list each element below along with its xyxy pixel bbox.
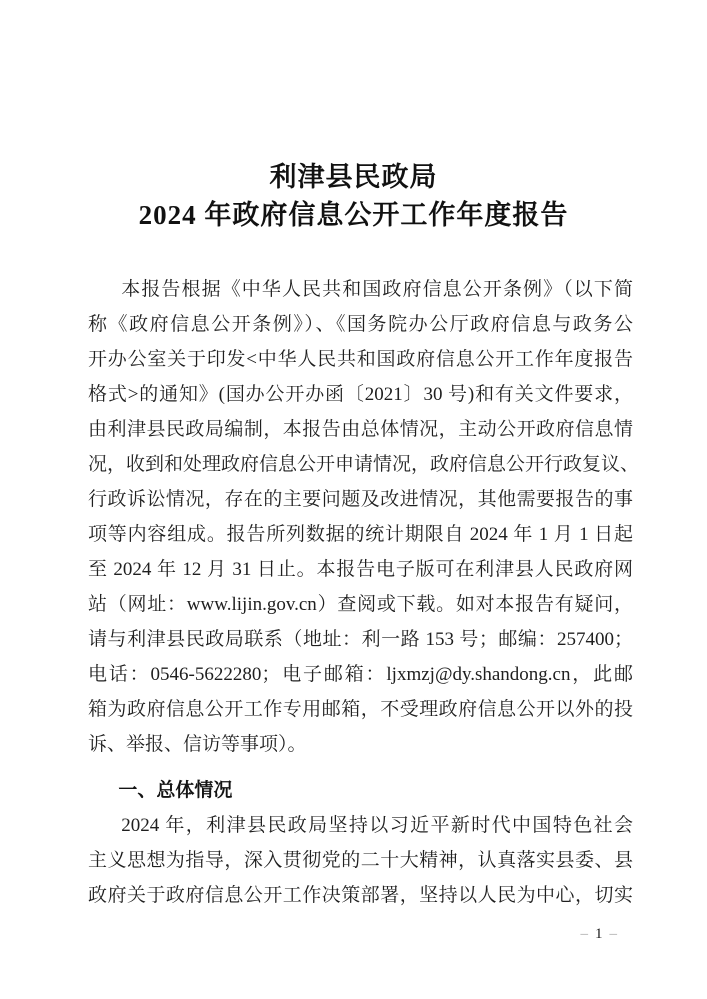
text-line: 行政诉讼情况，存在的主要问题及改进情况，其他需要报告的事 bbox=[88, 489, 633, 510]
text-line: 称《政府信息公开条例》）、《国务院办公厅政府信息与政务公 bbox=[88, 314, 633, 335]
text-line: 由利津县民政局编制，本报告由总体情况，主动公开政府信息情 bbox=[88, 419, 633, 440]
document-title bbox=[0, 158, 707, 234]
text-line: 请与利津县民政局联系（地址：利一路 153 号；邮编：257400； bbox=[88, 629, 633, 650]
text-line: 电话：0546-5622280；电子邮箱：ljxmzj@dy.shandong.cn，此邮 bbox=[88, 664, 633, 685]
text-line: 至 2024 年 12 月 31 日止。本报告电子版可在利津县人民政府网 bbox=[88, 559, 633, 580]
text-line: 项等内容组成。报告所列数据的统计期限自 2024 年 1 月 1 日起 bbox=[88, 524, 633, 545]
text-line: 政府关于政府信息公开工作决策部署，坚持以人民为中心，切实 bbox=[88, 885, 633, 906]
page-number-value: 1 bbox=[595, 926, 603, 942]
paragraph bbox=[88, 808, 633, 913]
text-line: 本报告根据《中华人民共和国政府信息公开条例》（以下简 bbox=[121, 279, 633, 300]
text-line: 箱为政府信息公开工作专用邮箱，不受理政府信息公开以外的投 bbox=[88, 699, 633, 720]
page-number bbox=[581, 924, 618, 944]
text-line: 况，收到和处理政府信息公开申请情况，政府信息公开行政复议、 bbox=[88, 454, 640, 475]
page-number-dash-right: – bbox=[609, 926, 617, 942]
text-line: 站（网址：www.lijin.gov.cn）查阅或下载。如对本报告有疑问， bbox=[88, 594, 633, 615]
section-heading: 一、总体情况 bbox=[118, 780, 233, 801]
text-line: 开办公室关于印发<中华人民共和国政府信息公开工作年度报告 bbox=[88, 349, 633, 370]
text-line: 诉、举报、信访等事项）。 bbox=[88, 734, 307, 755]
title-line-1: 利津县民政局 bbox=[269, 162, 438, 192]
text-line: 2024 年，利津县民政局坚持以习近平新时代中国特色社会 bbox=[121, 815, 633, 836]
page-number-dash-left: – bbox=[580, 926, 588, 942]
text-line: 格式>的通知》(国办公开办函〔2021〕30 号)和有关文件要求， bbox=[88, 384, 633, 405]
paragraph bbox=[88, 272, 640, 762]
text-line: 主义思想为指导，深入贯彻党的二十大精神，认真落实县委、县 bbox=[88, 850, 633, 871]
title-line-2: 2024 年政府信息公开工作年度报告 bbox=[138, 200, 569, 230]
document-body bbox=[88, 272, 640, 913]
